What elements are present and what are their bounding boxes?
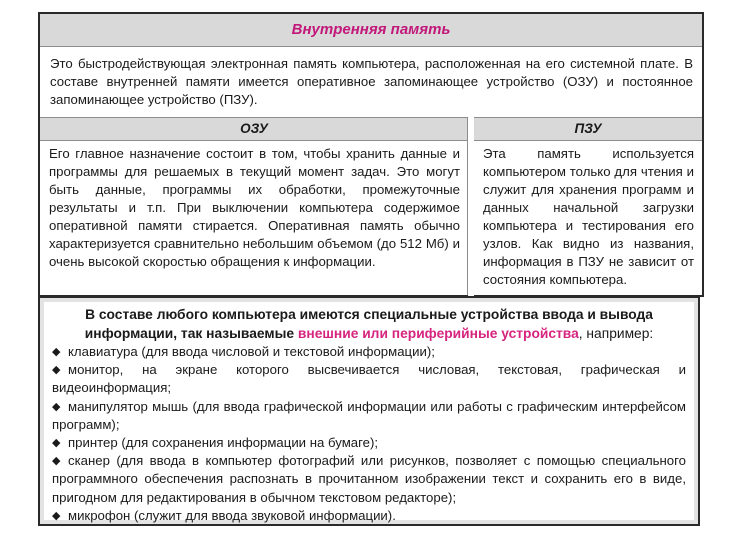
internal-memory-intro: Это быстродействующая электронная память компьютера, расположенная на его системной плате. В составе внутренней памяти имеется оперативное запоминающее устройство (ОЗУ) и постоянное запоминающее устройство (ПЗУ). xyxy=(39,47,703,118)
peripherals-lead xyxy=(52,305,686,343)
diamond-bullet-icon: ◆ xyxy=(52,364,61,377)
internal-memory-table xyxy=(38,12,704,297)
list-item xyxy=(52,361,686,397)
list-item-text: манипулятор мышь (для ввода графической информации или работы с графическим интерфейсом программ); xyxy=(52,398,686,432)
peripherals-list xyxy=(52,343,686,525)
list-item xyxy=(52,452,686,507)
diamond-bullet-icon: ◆ xyxy=(52,346,61,358)
peripherals-content xyxy=(44,302,694,523)
list-item-text: сканер (для ввода в компьютер фотографий или рисунков, позволяет с помощью специального программного обеспечения распознать в прочитанном изображении текст и сохранить его в виде, пригодном для редактирования в обычном текстовом редакторе); xyxy=(52,453,686,505)
rom-heading: ПЗУ xyxy=(471,118,703,141)
list-item-text: монитор, на экране которого высвечивается числовая, текстовая, графическая и видеоинформация; xyxy=(52,362,686,396)
list-item xyxy=(52,398,686,434)
peripherals-lead-part1: В составе любого компьютера имеются специальные устройства ввода и вывода информации, так называемые xyxy=(84,307,653,341)
list-item-text: клавиатура (для ввода числовой и текстовой информации); xyxy=(68,344,435,359)
peripherals-box xyxy=(38,296,700,526)
rom-description: Эта память используется компьютером только для чтения и служит для хранения программ и данных начальной загрузки компьютера и тестирования его узлов. Как видно из названия, информация в ПЗУ не зависит от состояния компьютера. xyxy=(483,146,694,287)
ram-heading: ОЗУ xyxy=(39,118,471,141)
list-item xyxy=(52,434,686,452)
peripherals-lead-part2: , например: xyxy=(578,326,654,341)
peripherals-lead-accent: внешние или периферийные устройства xyxy=(297,326,579,341)
ram-description: Его главное назначение состоит в том, чтобы хранить данные и программы для решаемых в текущий момент задач. Это могут быть данные, программы их обработки, промежуточные результаты и т.п. При выключении компьютера содержимое оперативной памяти стирается. Оперативная память обычно характеризуется сравнительно небольшим объемом (до 512 Мб) и очень высокой скоростью обращения к информации. xyxy=(39,141,471,297)
list-item xyxy=(52,507,686,525)
internal-memory-title-cell xyxy=(39,13,703,47)
internal-memory-title: Внутренняя память xyxy=(291,21,451,38)
list-item-text: микрофон (служит для ввода звуковой информации). xyxy=(68,507,396,523)
diamond-bullet-icon: ◆ xyxy=(52,437,61,450)
list-item xyxy=(52,343,686,361)
diamond-bullet-icon: ◆ xyxy=(52,455,61,468)
diamond-bullet-icon: ◆ xyxy=(52,400,61,413)
list-item-text: принтер (для сохранения информации на бумаге); xyxy=(68,435,379,451)
diamond-bullet-icon: ◆ xyxy=(52,509,61,522)
